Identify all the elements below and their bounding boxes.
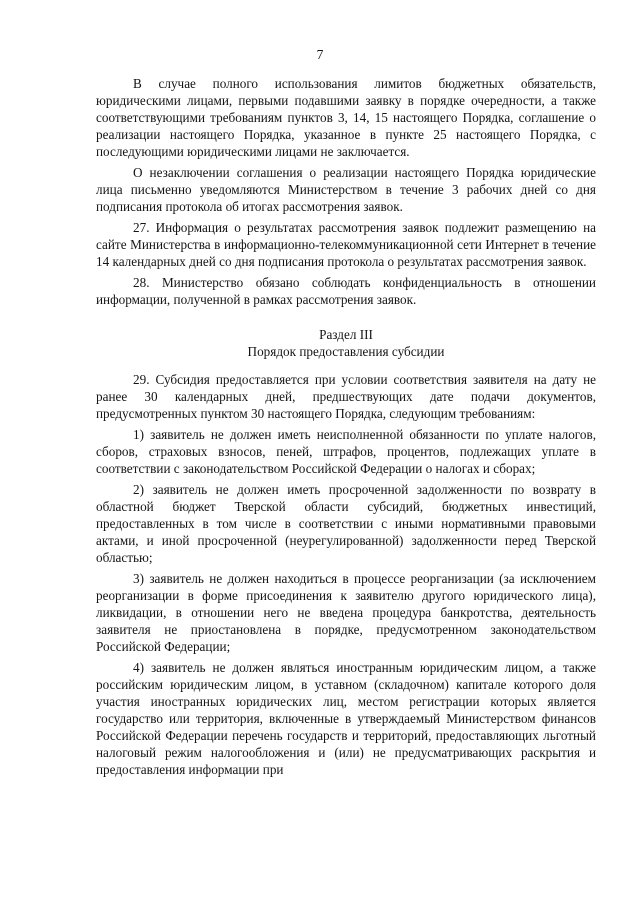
paragraph-item-27: 27. Информация о результатах рассмотрения заявок подлежит размещению на сайте Министерства в информационно-телекоммуникационной сети Интернет в течение 14 календарных дней со дня подписания протокола о результатах рассмотрения заявок. (96, 220, 596, 269)
list-item: 4) заявитель не должен являться иностранным юридическим лицом, а также российским юридическим лицом, в уставном (складочном) капитале которого доля участия иностранных юридических лиц, местом регистрации которых является государство или территория, включенные в утверждаемый Министерством финансов Российской Федерации перечень государств и территорий, предоставляющих льготный налоговый режим налогообложения и (или) не предусматривающих раскрытия и предоставления информации при (96, 660, 596, 777)
section-number: Раздел III (319, 327, 373, 342)
paragraph: В случае полного использования лимитов бюджетных обязательств, юридическими лицами, первыми подавшими заявку в порядке очередности, а также соответствующими требованиям пунктов 3, 14, 15 настоящего Порядка, соглашение о реализации настоящего Порядка, указанное в пункте 25 настоящего Порядка, с последующими юридическими лицами не заключается. (96, 76, 596, 159)
paragraph-item-28: 28. Министерство обязано соблюдать конфиденциальность в отношении информации, полученной в рамках рассмотрения заявок. (96, 275, 596, 307)
list-item: 2) заявитель не должен иметь просроченной задолженности по возврату в областной бюджет Тверской области субсидий, бюджетных инвестиций, предоставленных в том числе в соответствии с иными нормативными правовыми актами, и иной просроченной (неурегулированной) задолженности перед Тверской областью; (96, 482, 596, 565)
section-title: Порядок предоставления субсидии (247, 344, 445, 359)
document-body (96, 75, 596, 778)
paragraph-item-29: 29. Субсидия предоставляется при условии соответствия заявителя на дату не ранее 30 календарных дней, предшествующих дате подачи документов, предусмотренных пунктом 30 настоящего Порядка, следующим требованиям: (96, 372, 596, 421)
list-item: 1) заявитель не должен иметь неисполненной обязанности по уплате налогов, сборов, страховых взносов, пеней, штрафов, процентов, подлежащих уплате в соответствии с законодательством Российской Федерации о налогах и сборах; (96, 427, 596, 476)
page-number: 7 (316, 47, 324, 62)
paragraph: О незаключении соглашения о реализации настоящего Порядка юридические лица письменно уведомляются Министерством в течение 3 рабочих дней со дня подписания протокола об итогах рассмотрения заявок. (96, 165, 596, 214)
list-item: 3) заявитель не должен находиться в процессе реорганизации (за исключением реорганизации в форме присоединения к заявителю другого юридического лица), ликвидации, в отношении него не введена процедура банкротства, деятельность заявителя не приостановлена в порядке, предусмотренном законодательством Российской Федерации; (96, 571, 596, 654)
